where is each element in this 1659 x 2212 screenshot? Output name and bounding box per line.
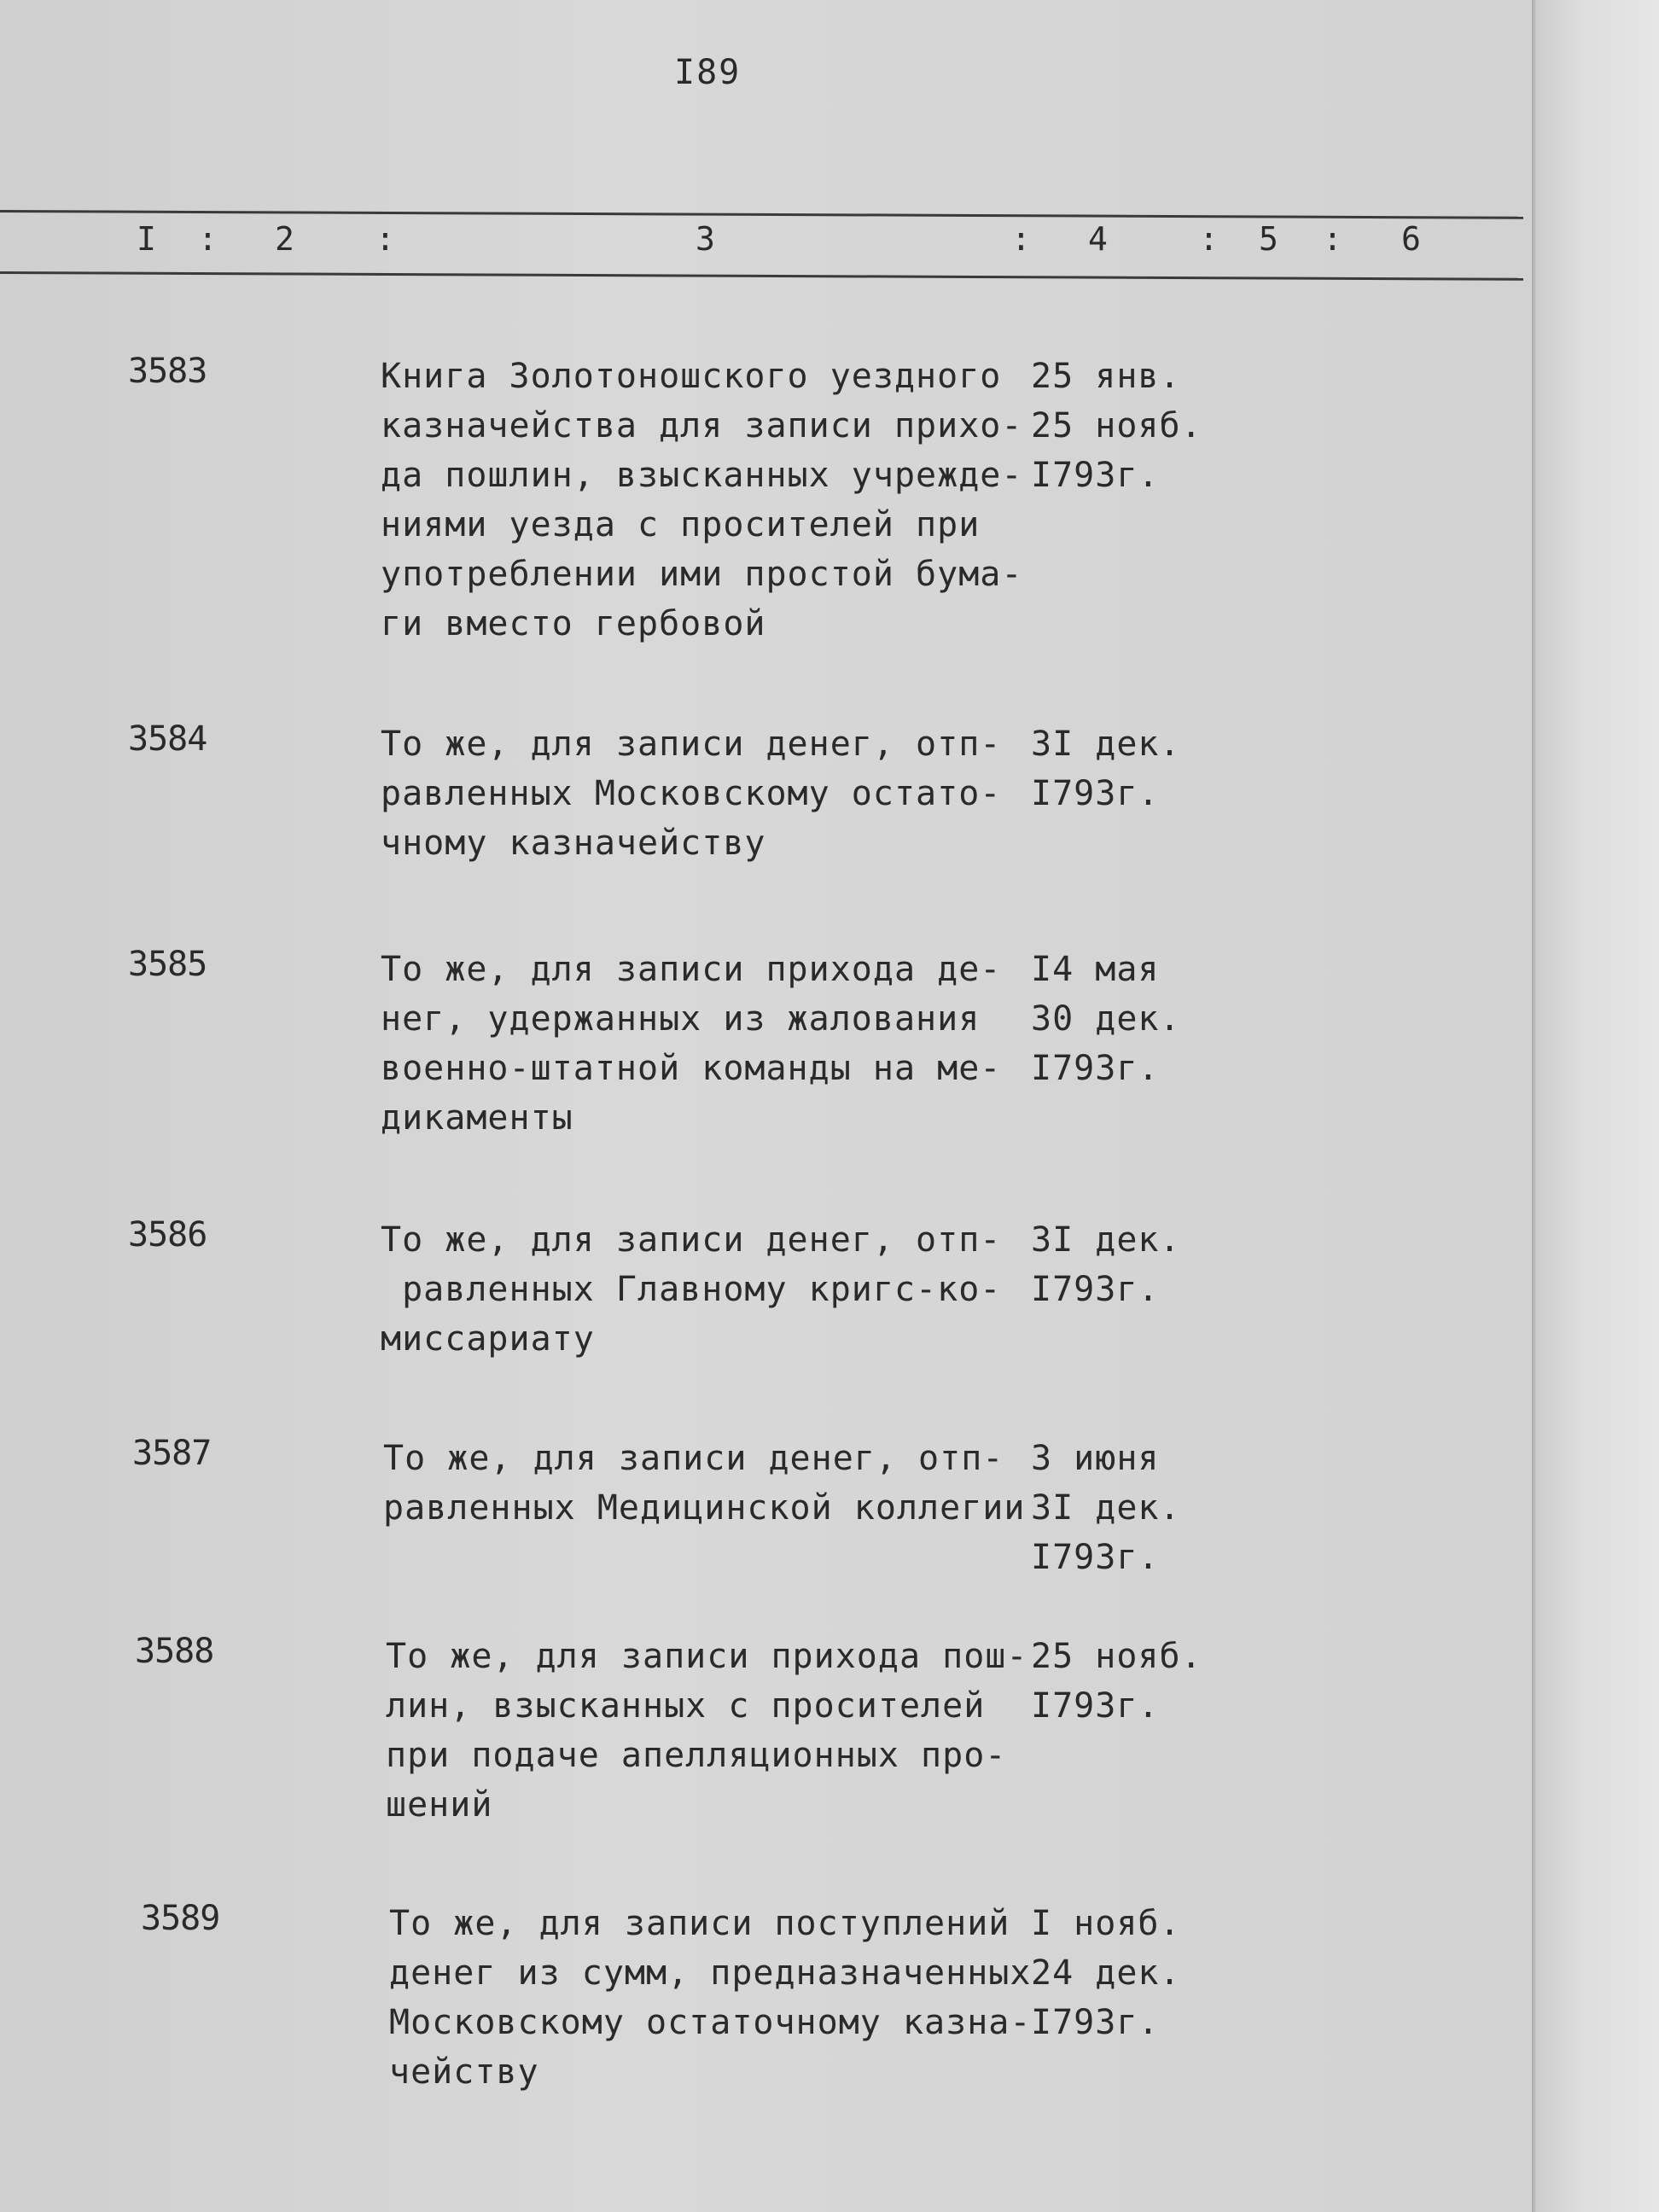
column-head-2: 2 xyxy=(275,220,294,258)
entry-description: То же, для записи поступлений денег из сумм, предназначенных Московскому остаточному казна- чейству xyxy=(389,1904,1032,2092)
entry-dates: 3I дек. I793г. xyxy=(1031,1220,1181,1309)
entry-dates: I4 мая 30 дек. I793г. xyxy=(1031,950,1181,1088)
entry-description: То же, для записи прихода де- нег, удержанных из жалования военно-штатной команды на ме- дикаменты xyxy=(381,950,1002,1138)
column-separator: : xyxy=(375,220,395,258)
entry-description: То же, для записи прихода пош- лин, взысканных с просителей при подаче апелляционных про- шений xyxy=(386,1637,1028,1825)
page-edge xyxy=(1532,0,1659,2212)
entry-dates: I нояб. 24 дек. I793г. xyxy=(1031,1904,1181,2042)
entry-description: То же, для записи денег, отп- равленных Медицинской коллегии xyxy=(383,1439,1026,1528)
entry-dates: 3I дек. I793г. xyxy=(1031,725,1181,813)
entry-dates: 3 июня 3I дек. I793г. xyxy=(1031,1439,1181,1577)
column-separator: : xyxy=(198,220,218,258)
column-separator: : xyxy=(1199,220,1219,258)
entry-dates: 25 янв. 25 нояб. I793г. xyxy=(1031,357,1202,495)
entry-id: 3585 xyxy=(128,945,207,984)
column-head-5: 5 xyxy=(1259,220,1278,258)
entry-id: 3584 xyxy=(128,719,207,759)
entry-id: 3587 xyxy=(132,1434,212,1473)
column-separator: : xyxy=(1011,220,1031,258)
entry-id: 3589 xyxy=(141,1899,220,1938)
entry-id: 3588 xyxy=(135,1632,214,1671)
entry-description: То же, для записи денег, отп- равленных Главному кригс-ко- миссариату xyxy=(381,1220,1002,1359)
page-number: I89 xyxy=(674,53,742,92)
column-separator: : xyxy=(1323,220,1342,258)
column-head-4: 4 xyxy=(1088,220,1108,258)
entry-id: 3583 xyxy=(128,352,207,391)
entry-dates: 25 нояб. I793г. xyxy=(1031,1637,1202,1726)
column-head-3: 3 xyxy=(696,220,715,258)
entry-id: 3586 xyxy=(128,1215,207,1254)
entry-description: Книга Золотоношского уездного казначейства для записи прихо- да пошлин, взысканных учрежде- ниями уезда с просителей при употреблении ими простой бума- ги вместо гербовой xyxy=(381,357,1023,643)
entry-description: То же, для записи денег, отп- равленных Московскому остато- чному казначейству xyxy=(381,725,1002,863)
column-head-1: I xyxy=(137,220,156,258)
column-head-6: 6 xyxy=(1401,220,1421,258)
